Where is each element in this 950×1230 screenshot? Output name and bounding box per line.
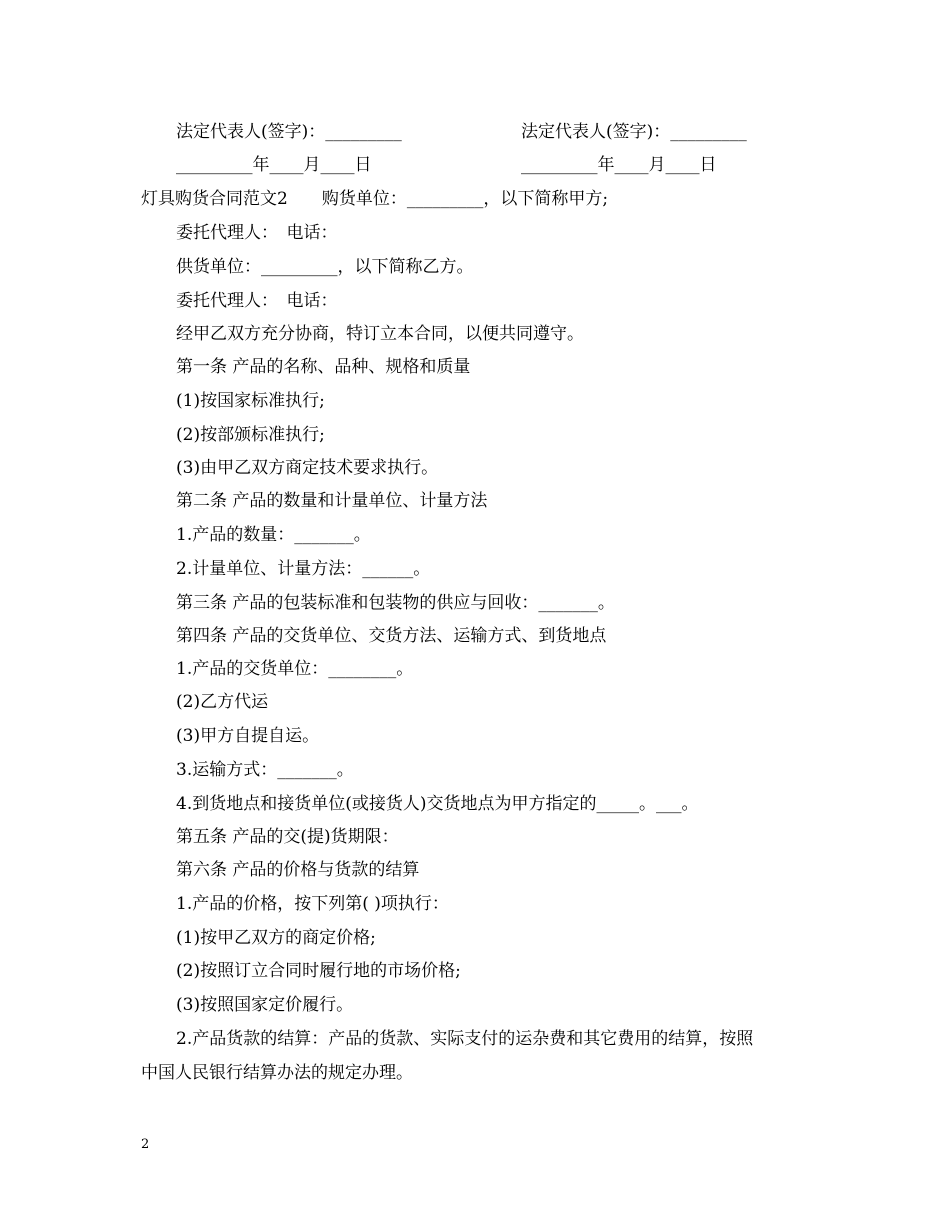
paragraph-line: (1)按甲乙双方的商定价格; (176, 928, 376, 948)
final-paragraph-line: 中国人民银行结算办法的规定办理。 (141, 1063, 413, 1083)
paragraph-line: (3)按照国家定价履行。 (176, 995, 354, 1015)
paragraph-line: 4.到货地点和接货单位(或接货人)交货地点为甲方指定的_____。___。 (176, 794, 699, 814)
final-paragraph-line: 2.产品货款的结算：产品的货款、实际支付的运杂费和其它费用的结算，按照 (176, 1029, 754, 1049)
paragraph-line: (3)由甲乙双方商定技术要求执行。 (176, 458, 439, 478)
paragraph-line: 1.产品的数量：_______。 (176, 525, 371, 545)
paragraph-line: 委托代理人： 电话： (176, 291, 338, 311)
date-left: _________年____月____日 (176, 155, 372, 175)
section-heading: 第四条 产品的交货单位、交货方法、运输方式、到货地点 (176, 626, 607, 646)
paragraph-line: (1)按国家标准执行; (176, 391, 325, 411)
date-right: _________年____月____日 (521, 155, 717, 175)
page-number: 2 (141, 1137, 150, 1152)
section-heading: 第五条 产品的交(提)货期限： (176, 827, 399, 847)
section-heading: 第三条 产品的包装标准和包装物的供应与回收：_______。 (176, 593, 615, 613)
paragraph-line: (2)按部颁标准执行; (176, 425, 325, 445)
paragraph-line: (3)甲方自提自运。 (176, 726, 320, 746)
section-heading: 第一条 产品的名称、品种、规格和质量 (176, 357, 471, 377)
section-heading: 第二条 产品的数量和计量单位、计量方法 (176, 491, 488, 511)
paragraph-line: 经甲乙双方充分协商，特订立本合同，以便共同遵守。 (176, 324, 584, 344)
paragraph-line: 1.产品的交货单位：________。 (176, 659, 414, 679)
paragraph-line: (2)按照订立合同时履行地的市场价格; (176, 961, 461, 981)
paragraph-line: 1.产品的价格，按下列第( )项执行： (176, 894, 449, 914)
signature-left: 法定代表人(签字)：_________ (176, 122, 402, 142)
paragraph-line: 委托代理人： 电话： (176, 223, 338, 243)
section-heading: 第六条 产品的价格与货款的结算 (176, 860, 420, 880)
paragraph-line: 3.运输方式：_______。 (176, 760, 354, 780)
contract-heading-line: 灯具购货合同范文2 购货单位：_________，以下简称甲方; (141, 189, 609, 209)
signature-right: 法定代表人(签字)：_________ (521, 122, 747, 142)
paragraph-line: 2.计量单位、计量方法：______。 (176, 559, 431, 579)
paragraph-line: 供货单位：_________，以下简称乙方。 (176, 257, 474, 277)
paragraph-line: (2)乙方代运 (176, 692, 269, 712)
